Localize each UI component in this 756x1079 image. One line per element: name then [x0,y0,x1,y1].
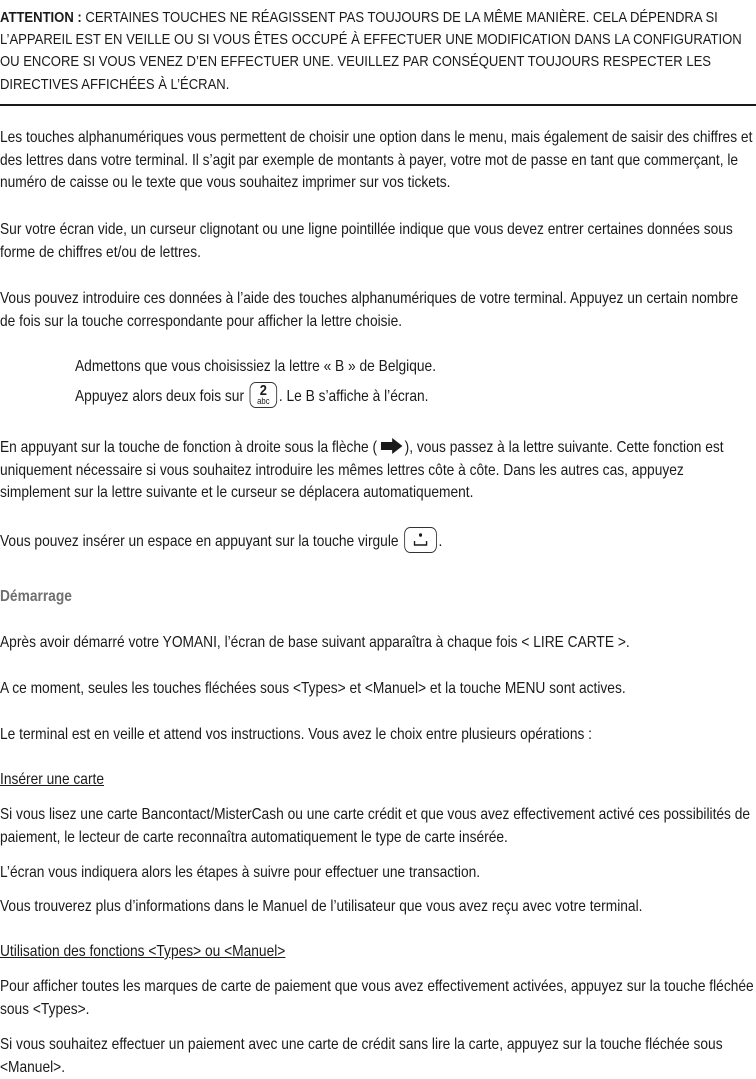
paragraph-card-recognition: Si vous lisez une carte Bancontact/MisterCash ou une carte crédit et que vous avez effectivement activé ces possibilités de paiement, le lecteur de carte reconnaîtra automatiquement le type de carte insérée. [0,806,751,846]
paragraph-types: Pour afficher toutes les marques de carte de paiement que vous avez effectivement activées, appuyez sur la touche fléchée sous <Types>. [0,978,754,1018]
attention-text: CERTAINES TOUCHES NE RÉAGISSENT PAS TOUJOURS DE LA MÊME MANIÈRE. CELA DÉPENDRA SI L’APPAREIL EST EN VEILLE OU SI VOUS ÊTES OCCUPÉ À EFFECTUER UNE MODIFICATION DANS LA CONFIGURATION OU ENCORE SI VOUS VENEZ D’EN EFFECTUER UNE. VEUILLEZ PAR CONSÉQUENT TOUJOURS RESPECTER LES DIRECTIVES AFFICHÉES À L’ÉCRAN. [0,9,742,93]
paragraph-alphanumeric-keys: Les touches alphanumériques vous permettent de choisir une option dans le menu, mais également de saisir des chiffres et des lettres dans votre terminal. Il s’agit par exemple de montants à payer, votre mot de passe en tant que commerçant, le numéro de caisse ou le texte que vous souhaitez imprimer sur vos tickets. [0,129,753,192]
example-press-key: Appuyez alors deux fois sur 2 abc . Le B s’affiche à l’écran. [75,382,429,406]
key-2-icon: 2 abc [250,382,278,408]
paragraph-startup: Après avoir démarré votre YOMANI, l’écran de base suivant apparaîtra à chaque fois < LIRE CARTE >. [0,634,630,651]
section-title-demarrage: Démarrage [0,588,72,605]
subheading-insert-card: Insérer une carte [0,771,105,788]
divider-rule [0,104,756,106]
paragraph-arrow-key: En appuyant sur la touche de fonction à droite sous la flèche ( ), vous passez à la lettre suivante. Cette fonction est uniquement nécessaire si vous souhaitez introduire les mêmes lettres côte à côte. Dans les autres cas, appuyez simplement sur la lettre suivante et le curseur se déplacera automatiquement. [0,439,724,502]
paragraph-cursor: Sur votre écran vide, un curseur clignotant ou une ligne pointillée indique que vous devez entrer certaines données sous forme de chiffres et/ou de lettres. [0,221,733,261]
right-arrow-icon [379,438,403,454]
paragraph-input-data: Vous pouvez introduire ces données à l’aide des touches alphanumériques de votre terminal. Appuyez un certain nombre de fois sur la touche correspondante pour afficher la lettre choisie. [0,290,739,330]
paragraph-standby: Le terminal est en veille et attend vos instructions. Vous avez le choix entre plusieurs opérations : [0,726,593,743]
example-letter-b: Admettons que vous choisissiez la lettre « B » de Belgique. [75,358,437,375]
attention-notice [0,7,756,103]
paragraph-space-key: Vous pouvez insérer un espace en appuyant sur la touche virgule . [0,531,756,554]
subheading-functions: Utilisation des fonctions <Types> ou <Manuel> [0,943,286,960]
paragraph-screen-steps: L’écran vous indiquera alors les étapes à suivre pour effectuer une transaction. [0,864,481,881]
comma-space-key-icon [404,527,437,553]
attention-label: ATTENTION : [0,9,82,26]
paragraph-active-keys: A ce moment, seules les touches fléchées sous <Types> et <Manuel> et la touche MENU sont actives. [0,680,626,697]
paragraph-user-manual: Vous trouverez plus d’informations dans le Manuel de l’utilisateur que vous avez reçu avec votre terminal. [0,898,643,915]
paragraph-manual: Si vous souhaitez effectuer un paiement avec une carte de crédit sans lire la carte, appuyez sur la touche fléchée sous <Manuel>. [0,1036,723,1076]
